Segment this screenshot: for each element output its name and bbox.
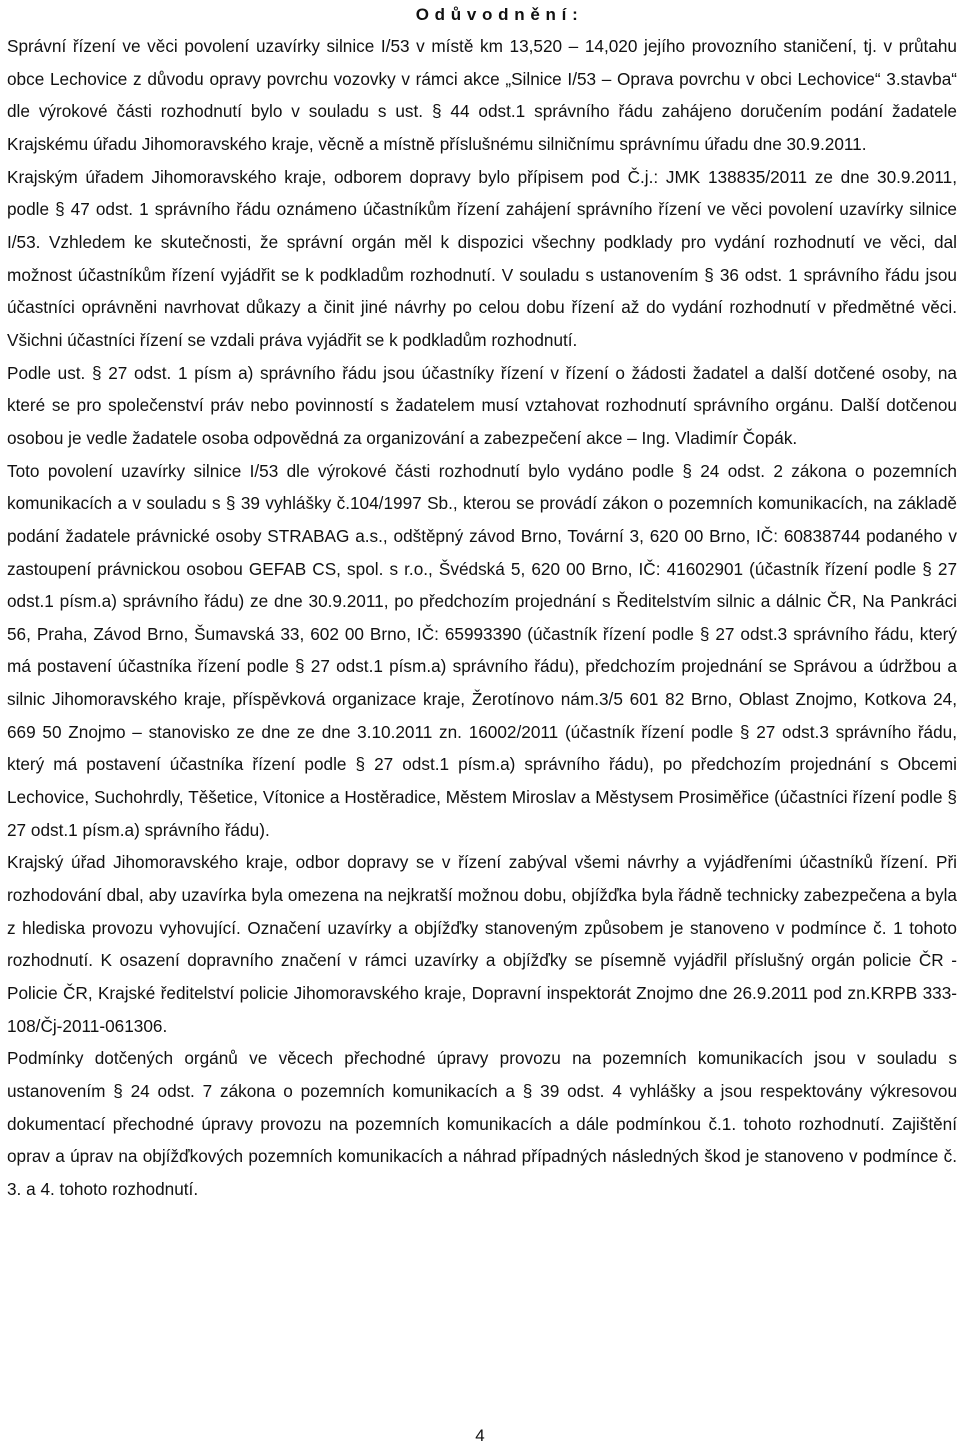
paragraph-1: Správní řízení ve věci povolení uzavírky silnice I/53 v místě km 13,520 – 14,020 jejího provozního staničení, tj. v průtahu obce Lechovice z důvodu opravy povrchu vozovky v rámci akce „Silnice I/53 – Oprava povrchu v obci Lechovice“ 3.stavba“ dle výrokové části rozhodnutí bylo v souladu s ust. § 44 odst.1 správního řádu zahájeno doručením podání žadatele Krajskému úřadu Jihomoravského kraje, věcně a místně příslušnému silničnímu správnímu úřadu dne 30.9.2011. (7, 36, 957, 154)
paragraph-6: Podmínky dotčených orgánů ve věcech přechodné úpravy provozu na pozemních komunikacích jsou v souladu s ustanovením § 24 odst. 7 zákona o pozemních komunikacích a § 39 odst. 4 vyhlášky a jsou respektovány výkresovou dokumentací přechodné úpravy provozu na pozemních komunikacích a dále podmínkou č.1. tohoto rozhodnutí. Zajištění oprav a úprav na objížďkových pozemních komunikacích a náhrad případných následných škod je stanoveno v podmínce č. 3. a 4. tohoto rozhodnutí. (7, 1048, 957, 1199)
paragraph-2: Krajským úřadem Jihomoravského kraje, odborem dopravy bylo přípisem pod Č.j.: JMK 138835/2011 ze dne 30.9.2011, podle § 47 odst. 1 správního řádu oznámeno účastníkům řízení zahájení správního řízení ve věci povolení uzavírky silnice I/53. Vzhledem ke skutečnosti, že správní orgán měl k dispozici všechny podklady pro vydání rozhodnutí ve věci, dal možnost účastníkům řízení vyjádřit se k podkladům rozhodnutí. V souladu s ustanovením § 36 odst. 1 správního řádu jsou účastníci oprávněni navrhovat důkazy a činit jiné návrhy po celou dobu řízení až do vydání rozhodnutí v předmětné věci. Všichni účastníci řízení se vzdali práva vyjádřit se k podkladům rozhodnutí. (7, 166, 957, 350)
page-number: 4 (475, 1426, 485, 1445)
paragraph-5: Krajský úřad Jihomoravského kraje, odbor dopravy se v řízení zabýval všemi návrhy a vyjádřeními účastníků řízení. Při rozhodování dbal, aby uzavírka byla omezena na nejkratší možnou dobu, objížďka byla řádně technicky zabezpečena a byla z hlediska provozu vyhovující. Označení uzavírky a objížďky stanoveným způsobem je stanoveno v podmínce č. 1 tohoto rozhodnutí. K osazení dopravního značení v rámci uzavírky a objížďky se písemně vyjádřil příslušný orgán policie ČR - Policie ČR, Krajské ředitelství policie Jihomoravského kraje, Dopravní inspektorát Znojmo dne 26.9.2011 pod zn.KRPB 333-108/Čj-2011-061306. (7, 852, 957, 1036)
paragraph-4: Toto povolení uzavírky silnice I/53 dle výrokové části rozhodnutí bylo vydáno podle § 24 odst. 2 zákona o pozemních komunikacích a v souladu s § 39 vyhlášky č.104/1997 Sb., kterou se provádí zákon o pozemních komunikacích, na základě podání žadatele právnické osoby STRABAG a.s., odštěpný závod Brno, Tovární 3, 620 00 Brno, IČ: 60838744 podaného v zastoupení právnickou osobou GEFAB CS, spol. s r.o., Švédská 5, 620 00 Brno, IČ: 41602901 (účastník řízení podle § 27 odst.1 písm.a) správního řádu) ze dne 30.9.2011, po předchozím projednání s Ředitelstvím silnic a dálnic ČR, Na Pankráci 56, Praha, Závod Brno, Šumavská 33, 602 00 Brno, IČ: 65993390 (účastník řízení podle § 27 odst.3 správního řádu, který má postavení účastníka řízení podle § 27 odst.1 písm.a) správního řádu), předchozím projednání se Správou a údržbou a silnic Jihomoravského kraje, příspěvková organizace kraje, Žerotínovo nám.3/5 601 82 Brno, Oblast Znojmo, Kotkova 24, 669 50 Znojmo – stanovisko ze dne ze dne 3.10.2011 zn. 16002/2011 (účastník řízení podle § 27 odst.3 správního řádu, který má postavení účastníka řízení podle § 27 odst.1 písm.a) správního řádu), po předchozím projednání s Obcemi Lechovice, Suchohrdly, Těšetice, Vítonice a Hostěradice, Městem Miroslav a Městysem Prosiměřice (účastníci řízení podle § 27 odst.1 písm.a) správního řádu). (7, 460, 957, 840)
section-heading: O d ů v o d n ě n í : (415, 5, 579, 24)
document-page (7, 0, 957, 1206)
paragraph-3: Podle ust. § 27 odst. 1 písm a) správního řádu jsou účastníky řízení v řízení o žádosti žadatel a další dotčené osoby, na které se pro společenství práv nebo povinností s žadatelem musí vztahovat rozhodnutí správního orgánu. Další dotčenou osobou je vedle žadatele osoba odpovědná za organizování a zabezpečení akce – Ing. Vladimír Čopák. (7, 362, 957, 448)
